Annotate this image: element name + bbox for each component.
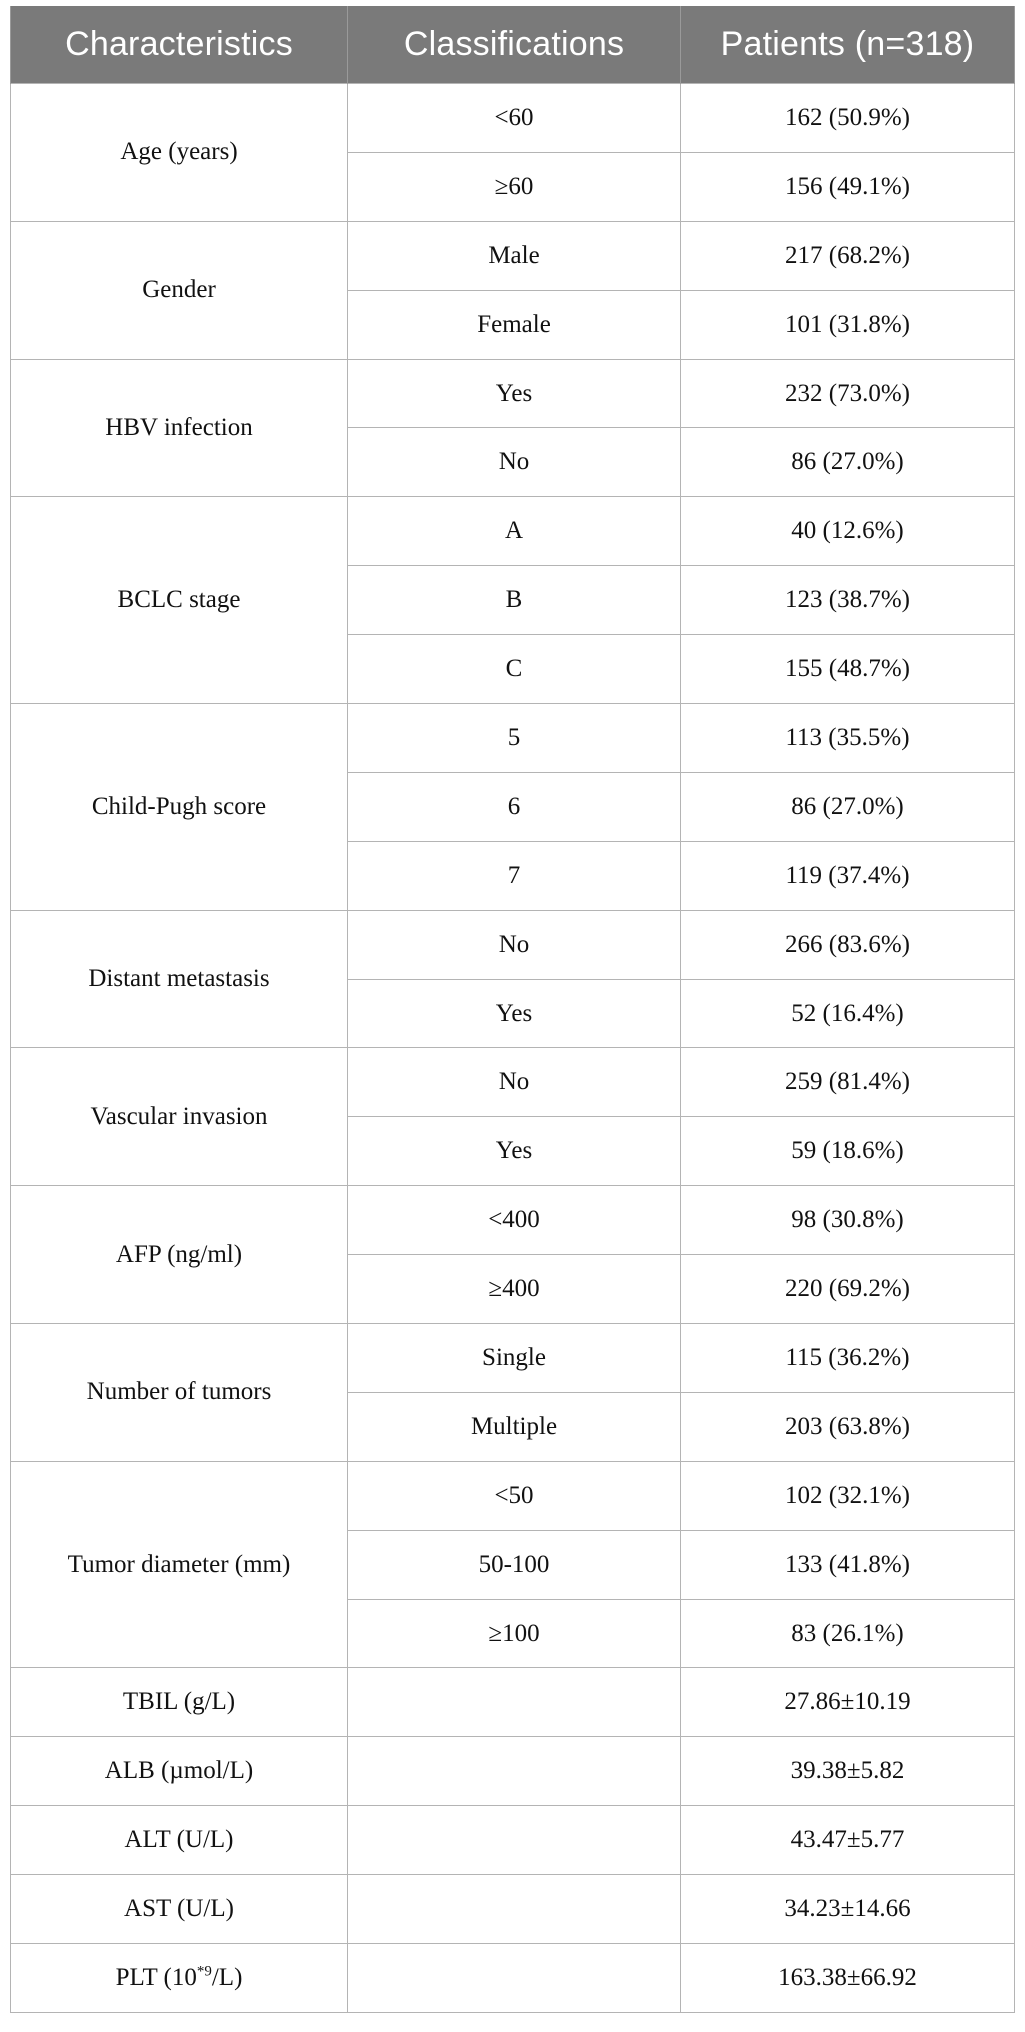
- header-row: [11, 6, 1015, 84]
- table-row: [11, 1461, 1015, 1530]
- table-row: [11, 1875, 1015, 1944]
- classification-cell: 6: [348, 772, 681, 841]
- classification-cell: Multiple: [348, 1392, 681, 1461]
- classification-cell: 7: [348, 841, 681, 910]
- patients-cell: 266 (83.6%): [681, 910, 1015, 979]
- header-patients: Patients (n=318): [681, 6, 1015, 84]
- patients-cell: 101 (31.8%): [681, 290, 1015, 359]
- classification-cell: ≥60: [348, 152, 681, 221]
- patients-cell: 102 (32.1%): [681, 1461, 1015, 1530]
- characteristic-cell: Gender: [11, 221, 348, 359]
- patients-cell: 40 (12.6%): [681, 497, 1015, 566]
- classification-cell: 5: [348, 704, 681, 773]
- patients-cell: 232 (73.0%): [681, 359, 1015, 428]
- header-classifications: Classifications: [348, 6, 681, 84]
- characteristic-cell: HBV infection: [11, 359, 348, 497]
- patients-cell: 86 (27.0%): [681, 428, 1015, 497]
- plt-label-superscript: *9: [196, 1963, 212, 1980]
- classification-cell: <50: [348, 1461, 681, 1530]
- patients-cell: 217 (68.2%): [681, 221, 1015, 290]
- table-row: [11, 1324, 1015, 1393]
- characteristic-cell: [11, 1944, 348, 2013]
- classification-cell: <400: [348, 1186, 681, 1255]
- classification-cell: Yes: [348, 359, 681, 428]
- characteristic-cell: Distant metastasis: [11, 910, 348, 1048]
- table-body: [11, 84, 1015, 2013]
- header-characteristics: Characteristics: [11, 6, 348, 84]
- characteristic-cell: AST (U/L): [11, 1875, 348, 1944]
- patients-cell: 43.47±5.77: [681, 1806, 1015, 1875]
- table-row: [11, 1944, 1015, 2013]
- classification-cell: Yes: [348, 1117, 681, 1186]
- classification-cell: C: [348, 635, 681, 704]
- classification-cell: Yes: [348, 979, 681, 1048]
- table-row: [11, 1668, 1015, 1737]
- characteristic-cell: Number of tumors: [11, 1324, 348, 1462]
- characteristic-cell: Vascular invasion: [11, 1048, 348, 1186]
- patients-cell: 119 (37.4%): [681, 841, 1015, 910]
- characteristic-cell: Child-Pugh score: [11, 704, 348, 911]
- classification-cell: Male: [348, 221, 681, 290]
- patients-cell: 203 (63.8%): [681, 1392, 1015, 1461]
- classification-cell: No: [348, 1048, 681, 1117]
- patients-cell: 220 (69.2%): [681, 1255, 1015, 1324]
- patients-cell: 259 (81.4%): [681, 1048, 1015, 1117]
- classification-cell: Single: [348, 1324, 681, 1393]
- patients-cell: 83 (26.1%): [681, 1599, 1015, 1668]
- patients-cell: 123 (38.7%): [681, 566, 1015, 635]
- classification-cell: No: [348, 428, 681, 497]
- patients-cell: 155 (48.7%): [681, 635, 1015, 704]
- characteristics-table-container: [10, 6, 1014, 2013]
- classification-cell: No: [348, 910, 681, 979]
- patients-cell: 27.86±10.19: [681, 1668, 1015, 1737]
- patients-cell: 86 (27.0%): [681, 772, 1015, 841]
- patients-cell: 115 (36.2%): [681, 1324, 1015, 1393]
- classification-cell: A: [348, 497, 681, 566]
- classification-cell: Female: [348, 290, 681, 359]
- patients-cell: 156 (49.1%): [681, 152, 1015, 221]
- characteristic-cell: TBIL (g/L): [11, 1668, 348, 1737]
- classification-cell: ≥100: [348, 1599, 681, 1668]
- patients-cell: 98 (30.8%): [681, 1186, 1015, 1255]
- characteristic-cell: ALT (U/L): [11, 1806, 348, 1875]
- characteristic-cell: Tumor diameter (mm): [11, 1461, 348, 1668]
- table-row: [11, 359, 1015, 428]
- classification-cell: [348, 1806, 681, 1875]
- table-row: [11, 1806, 1015, 1875]
- patients-cell: 34.23±14.66: [681, 1875, 1015, 1944]
- classification-cell: [348, 1668, 681, 1737]
- characteristic-cell: BCLC stage: [11, 497, 348, 704]
- classification-cell: [348, 1944, 681, 2013]
- patients-cell: 162 (50.9%): [681, 84, 1015, 153]
- table-row: [11, 497, 1015, 566]
- plt-label-base: PLT (10: [115, 1963, 197, 1991]
- table-row: [11, 84, 1015, 153]
- classification-cell: B: [348, 566, 681, 635]
- table-row: [11, 910, 1015, 979]
- classification-cell: [348, 1737, 681, 1806]
- table-row: [11, 704, 1015, 773]
- classification-cell: [348, 1875, 681, 1944]
- patients-cell: 163.38±66.92: [681, 1944, 1015, 2013]
- classification-cell: 50-100: [348, 1530, 681, 1599]
- table-row: [11, 1186, 1015, 1255]
- patient-characteristics-table: [10, 6, 1015, 2013]
- patients-cell: 133 (41.8%): [681, 1530, 1015, 1599]
- characteristic-cell: ALB (µmol/L): [11, 1737, 348, 1806]
- patients-cell: 39.38±5.82: [681, 1737, 1015, 1806]
- plt-label-tail: /L): [211, 1963, 243, 1991]
- table-row: [11, 1048, 1015, 1117]
- table-row: [11, 1737, 1015, 1806]
- patients-cell: 52 (16.4%): [681, 979, 1015, 1048]
- characteristic-cell: Age (years): [11, 84, 348, 222]
- table-row: [11, 221, 1015, 290]
- table-header: [11, 6, 1015, 84]
- characteristic-cell: AFP (ng/ml): [11, 1186, 348, 1324]
- classification-cell: ≥400: [348, 1255, 681, 1324]
- classification-cell: <60: [348, 84, 681, 153]
- patients-cell: 59 (18.6%): [681, 1117, 1015, 1186]
- patients-cell: 113 (35.5%): [681, 704, 1015, 773]
